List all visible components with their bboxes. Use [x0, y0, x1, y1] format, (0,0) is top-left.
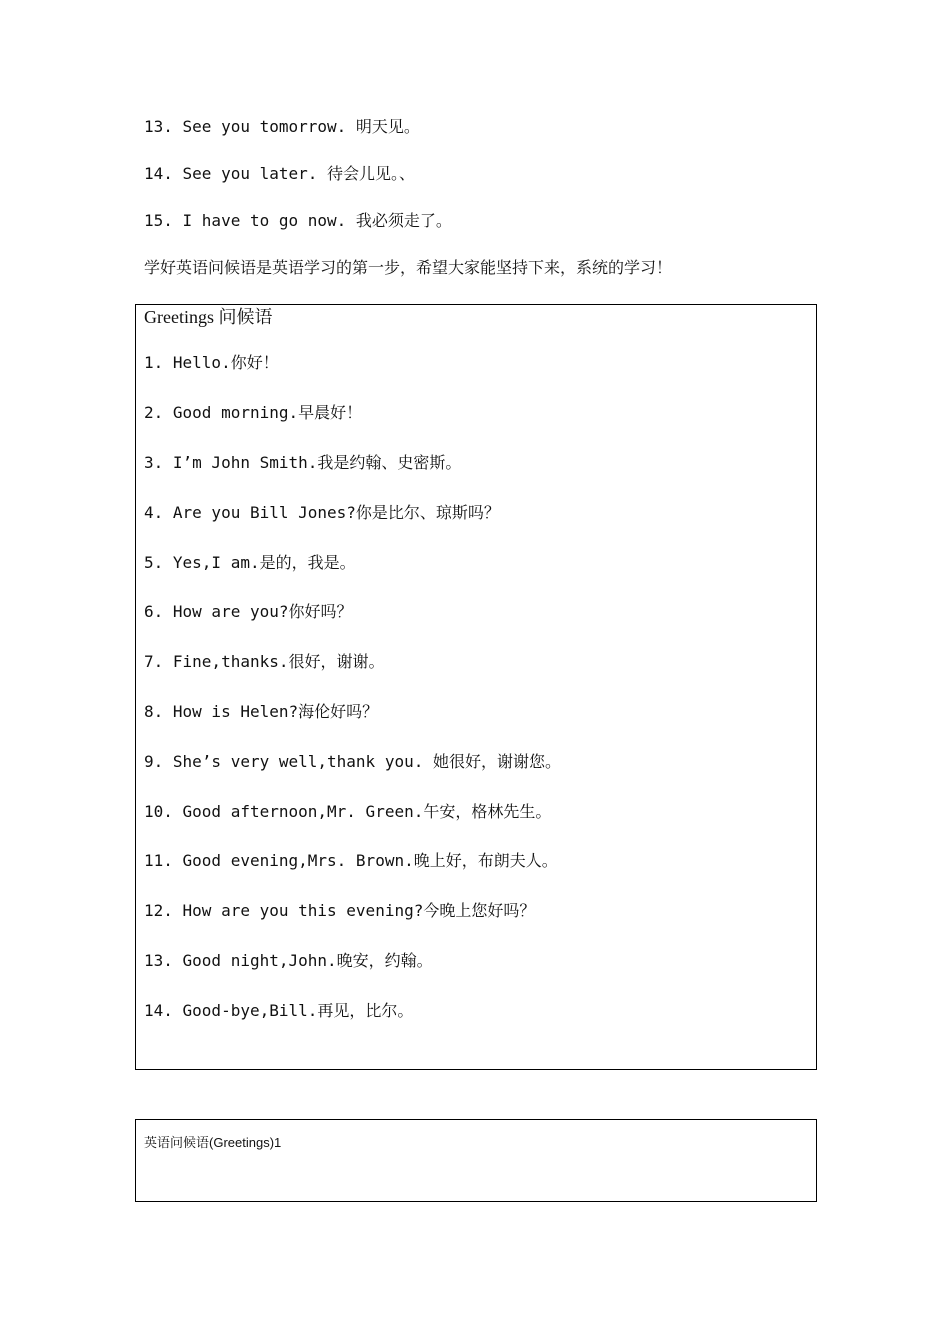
- footer-box-title: 英语问候语(Greetings)1: [144, 1135, 282, 1150]
- top-line-13: 13. See you tomorrow. 明天见。: [144, 117, 420, 136]
- intro-paragraph: 学好英语问候语是英语学习的第一步，希望大家能坚持下来，系统的学习！: [144, 258, 673, 277]
- greeting-item-11: 11. Good evening,Mrs. Brown.晚上好，布朗夫人。: [144, 851, 558, 870]
- greeting-item-6: 6. How are you?你好吗？: [144, 602, 353, 621]
- greetings-box-title: Greetings 问候语: [144, 307, 273, 327]
- greeting-item-2: 2. Good morning.早晨好！: [144, 403, 363, 422]
- footer-box: [135, 1119, 817, 1202]
- greetings-box: [135, 304, 817, 1070]
- top-line-14: 14. See you later. 待会儿见。、: [144, 164, 416, 183]
- greeting-item-9: 9. She’s very well,thank you. 她很好，谢谢您。: [144, 752, 561, 771]
- greeting-item-12: 12. How are you this evening?今晚上您好吗？: [144, 901, 536, 920]
- greeting-item-1: 1. Hello.你好！: [144, 353, 279, 372]
- greeting-item-7: 7. Fine,thanks.很好，谢谢。: [144, 652, 385, 671]
- greeting-item-3: 3. I’m John Smith.我是约翰、史密斯。: [144, 453, 462, 472]
- greeting-item-4: 4. Are you Bill Jones?你是比尔、琼斯吗？: [144, 503, 500, 522]
- greeting-item-14: 14. Good-bye,Bill.再见，比尔。: [144, 1001, 414, 1020]
- greeting-item-13: 13. Good night,John.晚安，约翰。: [144, 951, 433, 970]
- greeting-item-8: 8. How is Helen?海伦好吗？: [144, 702, 379, 721]
- greeting-item-5: 5. Yes,I am.是的，我是。: [144, 553, 356, 572]
- top-line-15: 15. I have to go now. 我必须走了。: [144, 211, 452, 230]
- greeting-item-10: 10. Good afternoon,Mr. Green.午安，格林先生。: [144, 802, 552, 821]
